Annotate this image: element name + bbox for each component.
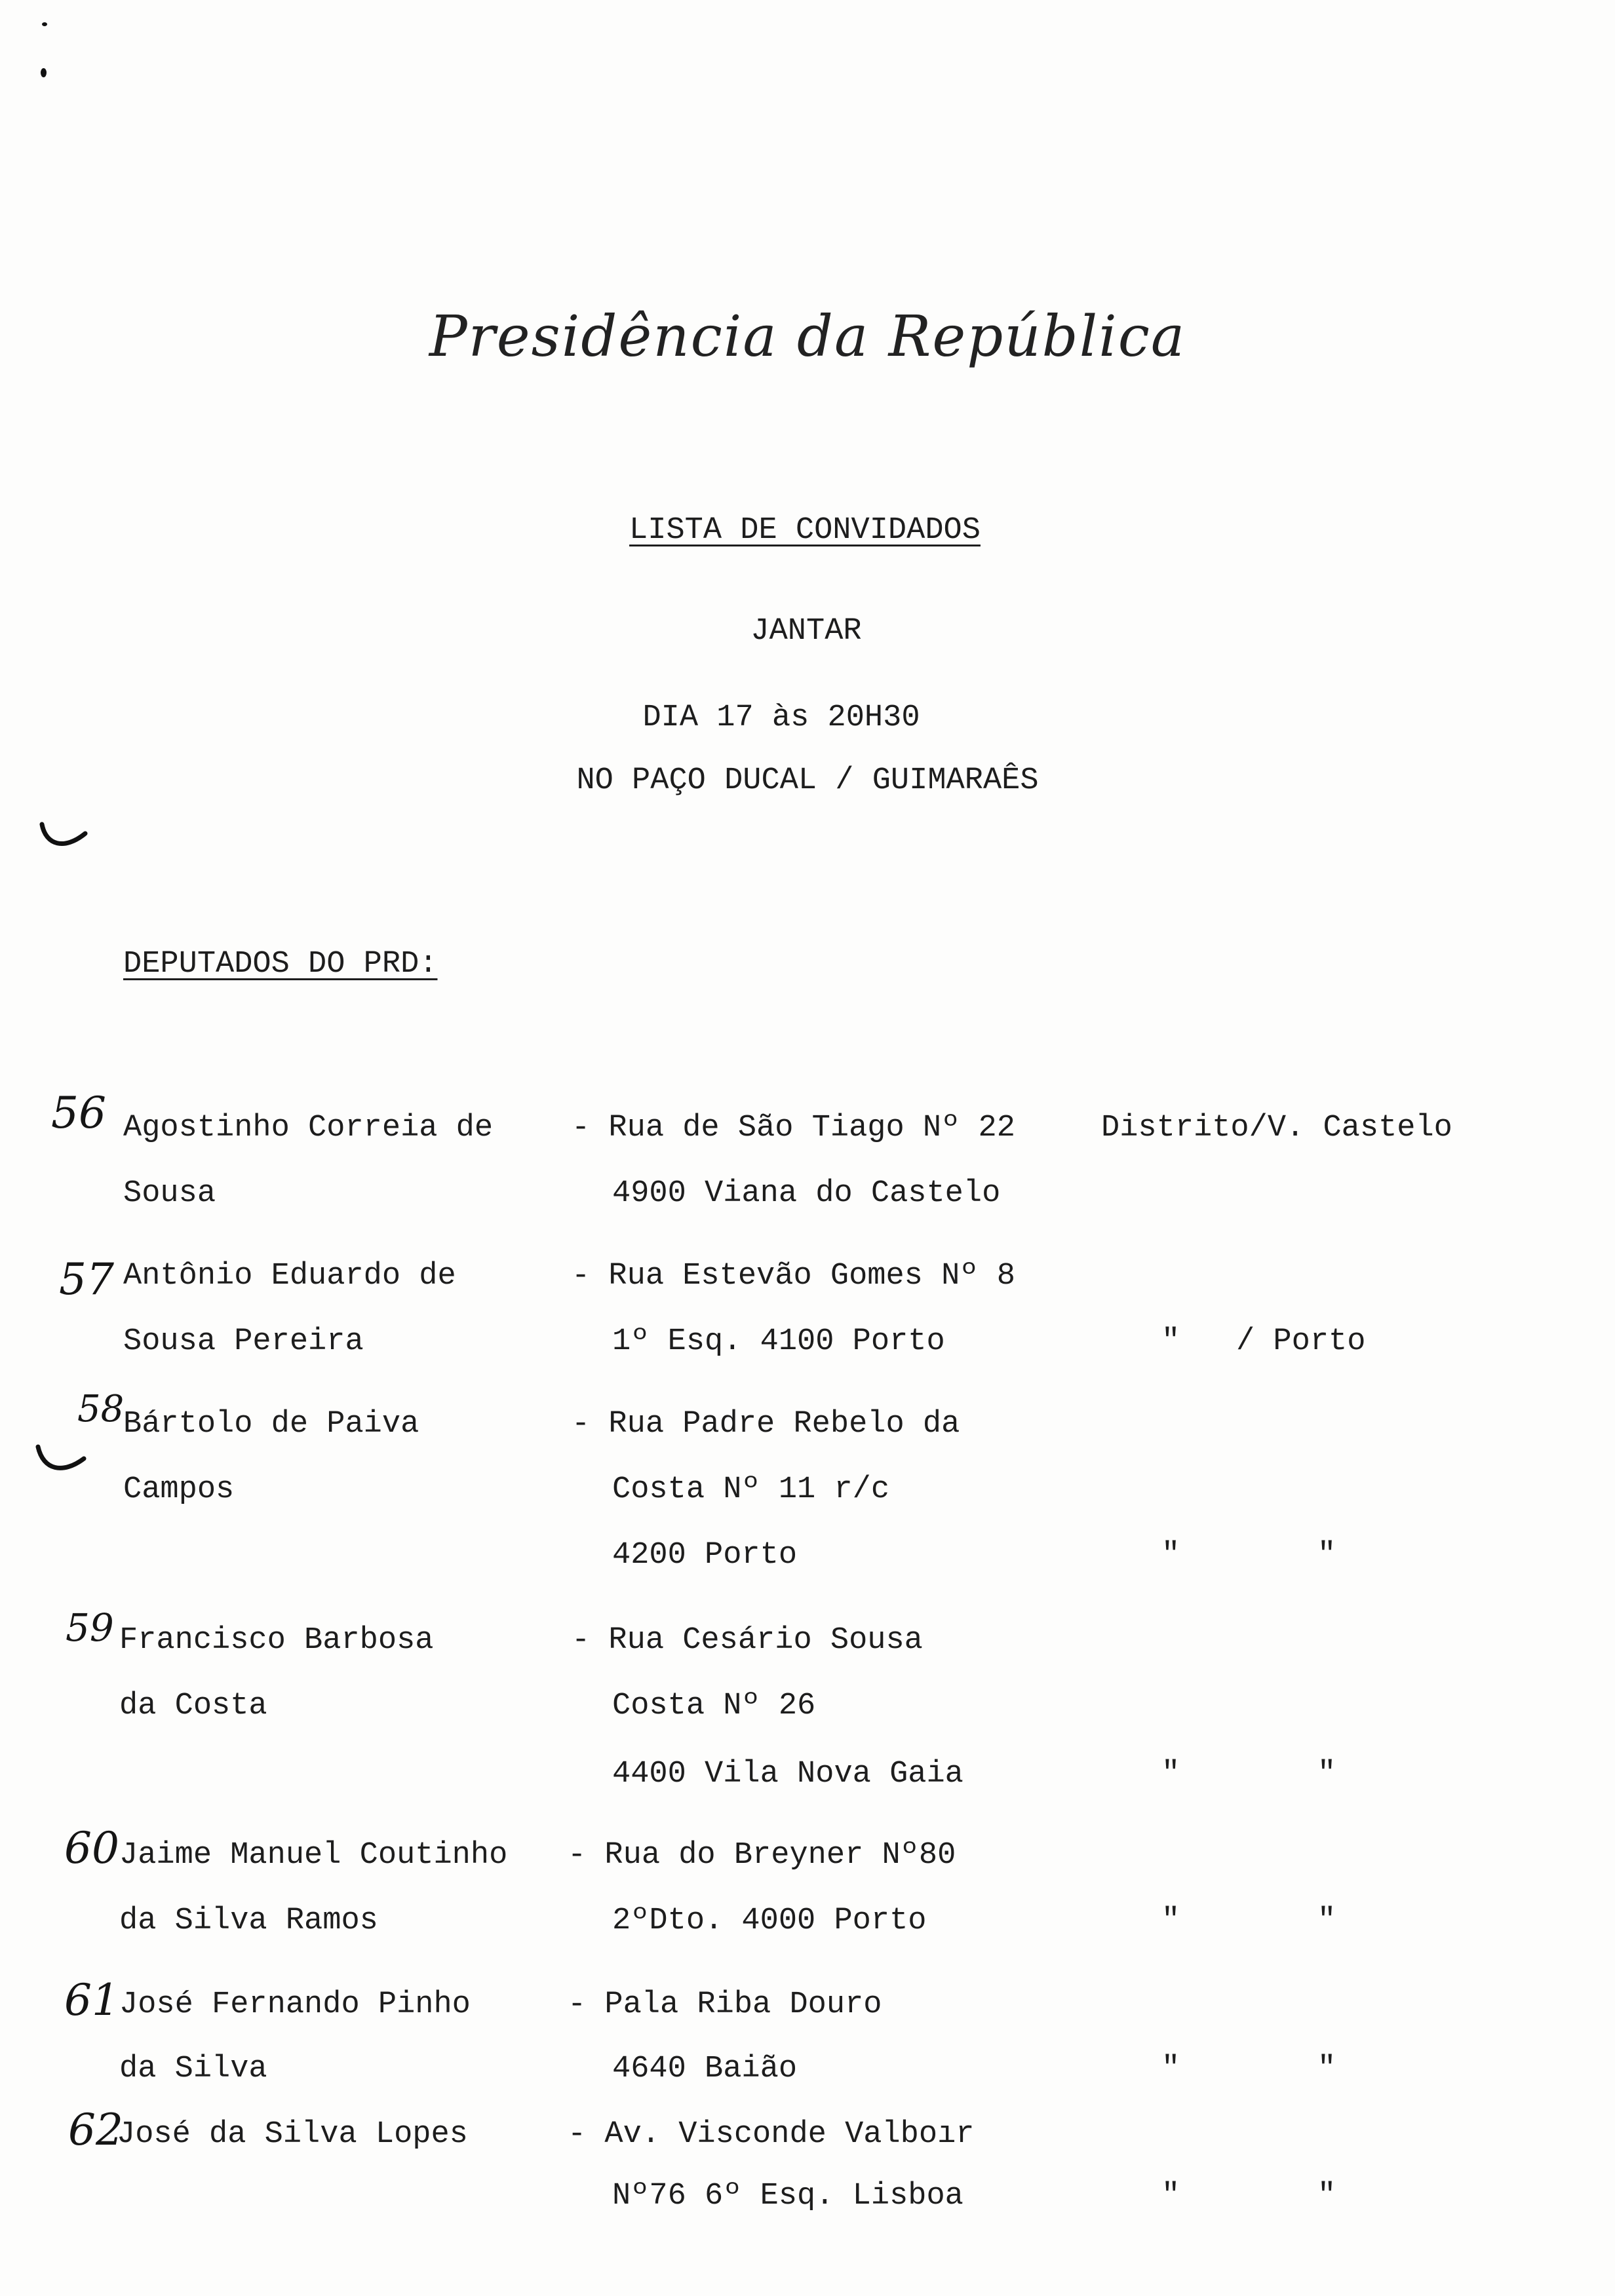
guest-address-line: Costa Nº 11 r/c xyxy=(612,1472,890,1507)
ink-speck xyxy=(41,68,47,77)
ditto-mark: " xyxy=(1317,1538,1336,1573)
handwritten-number: 56 xyxy=(51,1088,106,1138)
section-heading xyxy=(123,946,437,983)
guest-address-line: 4900 Viana do Castelo xyxy=(612,1176,1001,1211)
handwritten-number: 60 xyxy=(64,1823,119,1873)
date-line xyxy=(0,700,1589,737)
guest-name-line: da Costa xyxy=(119,1689,267,1723)
guest-address-line: - Rua Estevão Gomes Nº 8 xyxy=(572,1259,1015,1293)
section-heading-text: DEPUTADOS DO PRD: xyxy=(123,947,438,982)
title-line xyxy=(0,512,1612,549)
event-date-time: DIA 17 às 20H30 xyxy=(642,700,920,735)
venue-line xyxy=(0,763,1615,799)
guest-name-line: Francisco Barbosa xyxy=(119,1623,434,1658)
handwritten-number: 57 xyxy=(59,1254,114,1305)
guest-district: / Porto xyxy=(1236,1324,1366,1359)
guest-name-line: Antônio Eduardo de xyxy=(123,1259,456,1293)
guest-name-line: da Silva Ramos xyxy=(119,1904,378,1938)
guest-address-line: - Av. Visconde Valboır xyxy=(568,2117,975,2152)
guest-address-line: 1º Esq. 4100 Porto xyxy=(612,1324,945,1359)
event-line xyxy=(0,613,1614,650)
guest-name-line: Sousa Pereira xyxy=(123,1324,364,1359)
guest-name-line: Agostinho Correia de xyxy=(123,1111,494,1145)
event-name: JANTAR xyxy=(750,614,862,649)
handwritten-tick-mark xyxy=(38,819,90,858)
handwritten-tick-mark xyxy=(34,1442,89,1483)
guest-address-line: 4640 Baião xyxy=(612,2052,798,2086)
guest-address-line: 4200 Porto xyxy=(612,1538,798,1573)
guest-name-line: Jaime Manuel Coutinho xyxy=(119,1838,508,1873)
handwritten-number: 61 xyxy=(64,1975,119,2025)
ditto-mark: " xyxy=(1161,1538,1180,1573)
letterhead xyxy=(393,299,1222,383)
ditto-mark: " xyxy=(1317,2179,1336,2213)
guest-name-line: Sousa xyxy=(123,1176,216,1211)
event-venue: NO PAÇO DUCAL / GUIMARAÊS xyxy=(576,763,1039,798)
guest-address-line: - Pala Riba Douro xyxy=(568,1987,882,2022)
ditto-mark: " xyxy=(1317,2052,1336,2086)
guest-name-line: Campos xyxy=(123,1472,235,1507)
guest-name-line: Bártolo de Paiva xyxy=(123,1407,419,1442)
handwritten-number: 62 xyxy=(68,2105,123,2155)
ink-speck xyxy=(42,22,47,26)
guest-name-line: da Silva xyxy=(119,2052,267,2086)
ditto-mark: " xyxy=(1161,2052,1180,2086)
guest-address-line: Nº76 6º Esq. Lisboa xyxy=(612,2179,963,2213)
guest-address-line: - Rua Padre Rebelo da xyxy=(572,1407,960,1442)
ditto-mark: " xyxy=(1161,1757,1180,1791)
handwritten-number: 58 xyxy=(77,1388,125,1430)
guest-address-line: - Rua Cesário Sousa xyxy=(572,1623,923,1658)
guest-address-line: - Rua do Breyner Nº80 xyxy=(568,1838,956,1873)
ditto-mark: " xyxy=(1161,1904,1180,1938)
ditto-mark: " xyxy=(1161,2179,1180,2213)
guest-address-line: 2ºDto. 4000 Porto xyxy=(612,1904,927,1938)
guest-district: Distrito/V. Castelo xyxy=(1101,1111,1452,1145)
handwritten-number: 59 xyxy=(66,1605,114,1650)
ditto-mark: " xyxy=(1317,1757,1336,1791)
document-title: LISTA DE CONVIDADOS xyxy=(629,513,981,548)
guest-address-line: - Rua de São Tiago Nº 22 xyxy=(572,1111,1015,1145)
guest-name-line: José da Silva Lopes xyxy=(117,2117,468,2152)
guest-address-line: Costa Nº 26 xyxy=(612,1689,816,1723)
guest-address-line: 4400 Vila Nova Gaia xyxy=(612,1757,963,1791)
ditto-mark: " xyxy=(1161,1324,1180,1359)
letterhead-text: Presidência da República xyxy=(429,304,1186,370)
guest-name-line: José Fernando Pinho xyxy=(119,1987,471,2022)
ditto-mark: " xyxy=(1317,1904,1336,1938)
